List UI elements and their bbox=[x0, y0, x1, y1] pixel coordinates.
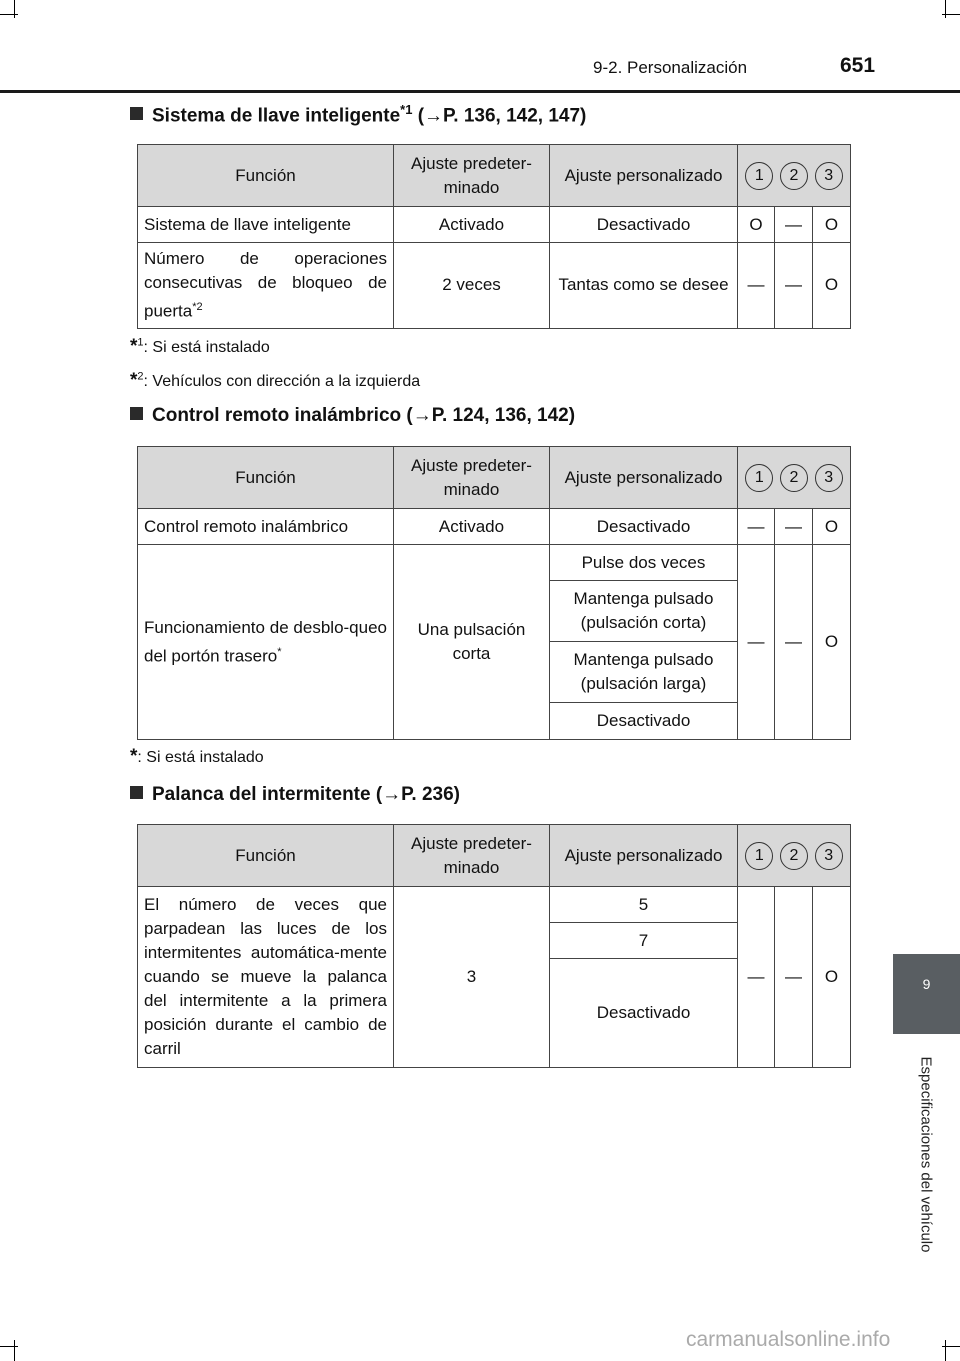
crop-mark bbox=[942, 1346, 960, 1347]
footnote: *$^1$: Si está instalado bbox=[130, 336, 270, 357]
table-row: Funcionamiento de desblo-queo del portón trasero* Una pulsación corta Pulse dos veces — — O bbox=[138, 545, 851, 581]
col-header-default: Ajuste predeter-minado bbox=[394, 825, 550, 887]
page-reference: (→P. 124, 136, 142) bbox=[401, 405, 576, 426]
square-bullet-icon bbox=[130, 786, 143, 799]
page-reference: (→P. 236) bbox=[370, 784, 460, 805]
table-row: Número de operaciones consecutivas de bloqueo de puerta$^{*2}$ 2 veces Tantas como se desee — — O bbox=[138, 243, 851, 329]
col-header-function: Función bbox=[138, 145, 394, 207]
chapter-tab: 9 bbox=[893, 954, 960, 1034]
watermark: carmanualsonline.info bbox=[686, 1328, 891, 1351]
header-rule bbox=[0, 90, 960, 93]
crop-mark bbox=[14, 0, 15, 18]
table-row: Sistema de llave inteligente Activado Desactivado O — O bbox=[138, 207, 851, 243]
col-header-function: Función bbox=[138, 447, 394, 509]
section-title: 9-2. Personalización bbox=[593, 58, 748, 77]
method-3-icon: 3 bbox=[815, 162, 843, 190]
page-number: 651 bbox=[840, 54, 876, 77]
crop-mark bbox=[945, 1340, 946, 1361]
method-1-icon: 1 bbox=[745, 464, 773, 492]
crop-mark bbox=[945, 0, 946, 18]
method-1-icon: 1 bbox=[745, 842, 773, 870]
chapter-label: Especificaciones del vehículo bbox=[917, 1056, 935, 1252]
footnote: *: Si está instalado bbox=[130, 746, 264, 767]
crop-mark bbox=[14, 1340, 15, 1361]
crop-mark bbox=[0, 1346, 18, 1347]
col-header-methods bbox=[738, 145, 851, 207]
crop-mark bbox=[942, 14, 960, 15]
col-header-methods bbox=[738, 447, 851, 509]
turn-signal-table: Función Ajuste predeter-minado Ajuste personalizado 1 2 3 El número de veces que parpadean las luces de los intermitentes automática-mente cuando se mueve la palanca del intermitente a la primera posición durante el cambio de carril 3 5 — — O 7 Desactivado bbox=[137, 824, 851, 1068]
section-heading-remote: Control remoto inalámbrico (→P. 124, 136, 142) bbox=[130, 405, 575, 427]
remote-table: Función Ajuste predeter-minado Ajuste personalizado 1 2 3 Control remoto inalámbrico Activado Desactivado — — O Funcionamiento de desblo-queo del portón trasero* Una pulsación corta Pulse dos veces — — O Mantenga pulsado (pulsación corta) Mantenga pulsado (pulsación larga) Desactivado bbox=[137, 446, 851, 740]
col-header-function: Función bbox=[138, 825, 394, 887]
col-header-custom: Ajuste personalizado bbox=[550, 825, 738, 887]
col-header-custom: Ajuste personalizado bbox=[550, 447, 738, 509]
page-reference: (→P. 136, 142, 147) bbox=[412, 105, 587, 127]
col-header-methods bbox=[738, 825, 851, 887]
footnote: *$^2$: Vehículos con dirección a la izquierda bbox=[130, 370, 421, 391]
method-3-icon: 3 bbox=[815, 464, 843, 492]
square-bullet-icon bbox=[130, 407, 143, 420]
smart-key-table bbox=[137, 144, 851, 329]
section-heading-smart-key: Sistema de llave inteligente$^{*1}$ (→P. 136, 142, 147) bbox=[130, 102, 586, 127]
col-header-custom: Ajuste personalizado bbox=[550, 145, 738, 207]
section-heading-turn-signal: Palanca del intermitente (→P. 236) bbox=[130, 784, 460, 806]
table-row: El número de veces que parpadean las luces de los intermitentes automática-mente cuando se mueve la palanca del intermitente a la primera posición durante el cambio de carril 3 5 — — O bbox=[138, 887, 851, 923]
square-bullet-icon bbox=[130, 107, 143, 120]
method-3-icon: 3 bbox=[815, 842, 843, 870]
crop-mark bbox=[0, 14, 18, 15]
method-2-icon: 2 bbox=[780, 842, 808, 870]
method-1-icon: 1 bbox=[745, 162, 773, 190]
method-2-icon: 2 bbox=[780, 464, 808, 492]
col-header-default: Ajuste predeter-minado bbox=[394, 447, 550, 509]
method-2-icon: 2 bbox=[780, 162, 808, 190]
col-header-default: Ajuste predeter-minado bbox=[394, 145, 550, 207]
table-row: Control remoto inalámbrico Activado Desactivado — — O bbox=[138, 509, 851, 545]
